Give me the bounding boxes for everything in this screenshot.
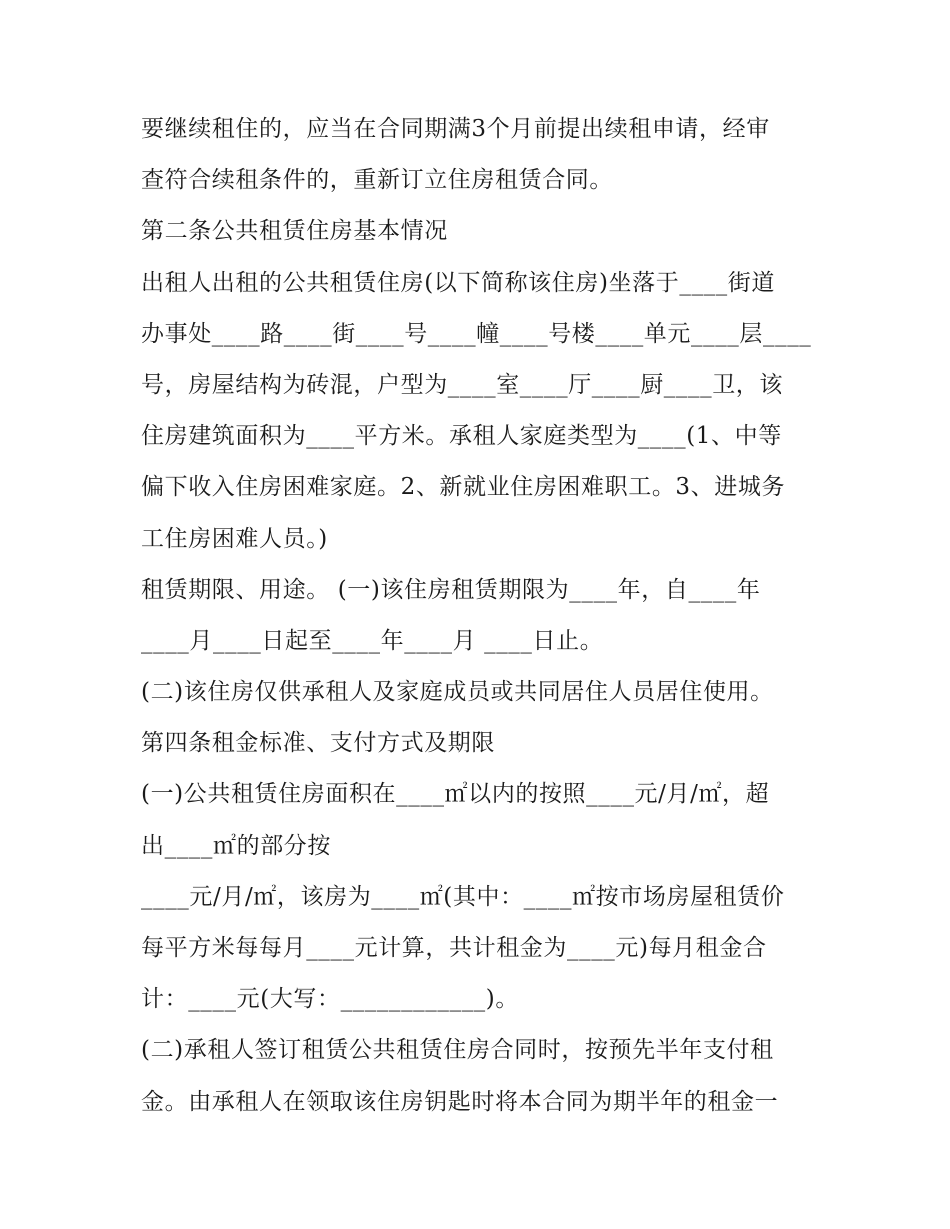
- text-line-5: 办事处____路____街____号____幢____号楼____单元____层____: [141, 320, 812, 347]
- text-line-18: 计：____元(大写：____________)。: [141, 986, 519, 1013]
- text-line-20: 金。由承租人在领取该住房钥匙时将本合同为期半年的租金一: [141, 1088, 779, 1115]
- text-line-17: 每平方米每每月____元计算，共计租金为____元)每月租金合: [141, 935, 767, 961]
- text-line-4: 出租人出租的公共租赁住房(以下简称该住房)坐落于____街道: [141, 269, 775, 296]
- text-line-10: 租赁期限、用途。 (一)该住房租赁期限为____年，自____年: [141, 576, 761, 603]
- text-line-7: 住房建筑面积为____平方米。承租人家庭类型为____(1、中等: [141, 423, 782, 450]
- text-line-2: 查符合续租条件的，重新订立住房租赁合同。: [141, 167, 613, 194]
- text-line-19: (二)承租人签订租赁公共租赁住房合同时，按预先半年支付租: [141, 1037, 774, 1064]
- text-line-11: ____月____日起至____年____月 ____日止。: [141, 627, 604, 654]
- text-line-6: 号，房屋结构为砖混，户型为____室____厅____厨____卫，该: [141, 371, 783, 398]
- document-body: [141, 104, 821, 1128]
- section-heading-article-4: 第四条租金标准、支付方式及期限: [141, 730, 495, 757]
- text-line-1: 要继续租住的，应当在合同期满3个月前提出续租申请，经审: [141, 116, 770, 142]
- text-line-8: 偏下收入住房困难家庭。2、新就业住房困难职工。3、进城务: [141, 474, 786, 501]
- text-line-14: (一)公共租赁住房面积在____㎡以内的按照____元/月/㎡，超: [141, 781, 770, 808]
- text-line-15: 出____㎡的部分按: [141, 832, 331, 859]
- text-line-16: ____元/月/㎡，该房为____㎡(其中：____㎡按市场房屋租赁价: [141, 883, 785, 910]
- text-line-12: (二)该住房仅供承租人及家庭成员或共同居住人员居住使用。: [141, 679, 774, 706]
- text-line-9: 工住房困难人员。): [141, 525, 328, 552]
- section-heading-article-2: 第二条公共租赁住房基本情况: [141, 218, 448, 245]
